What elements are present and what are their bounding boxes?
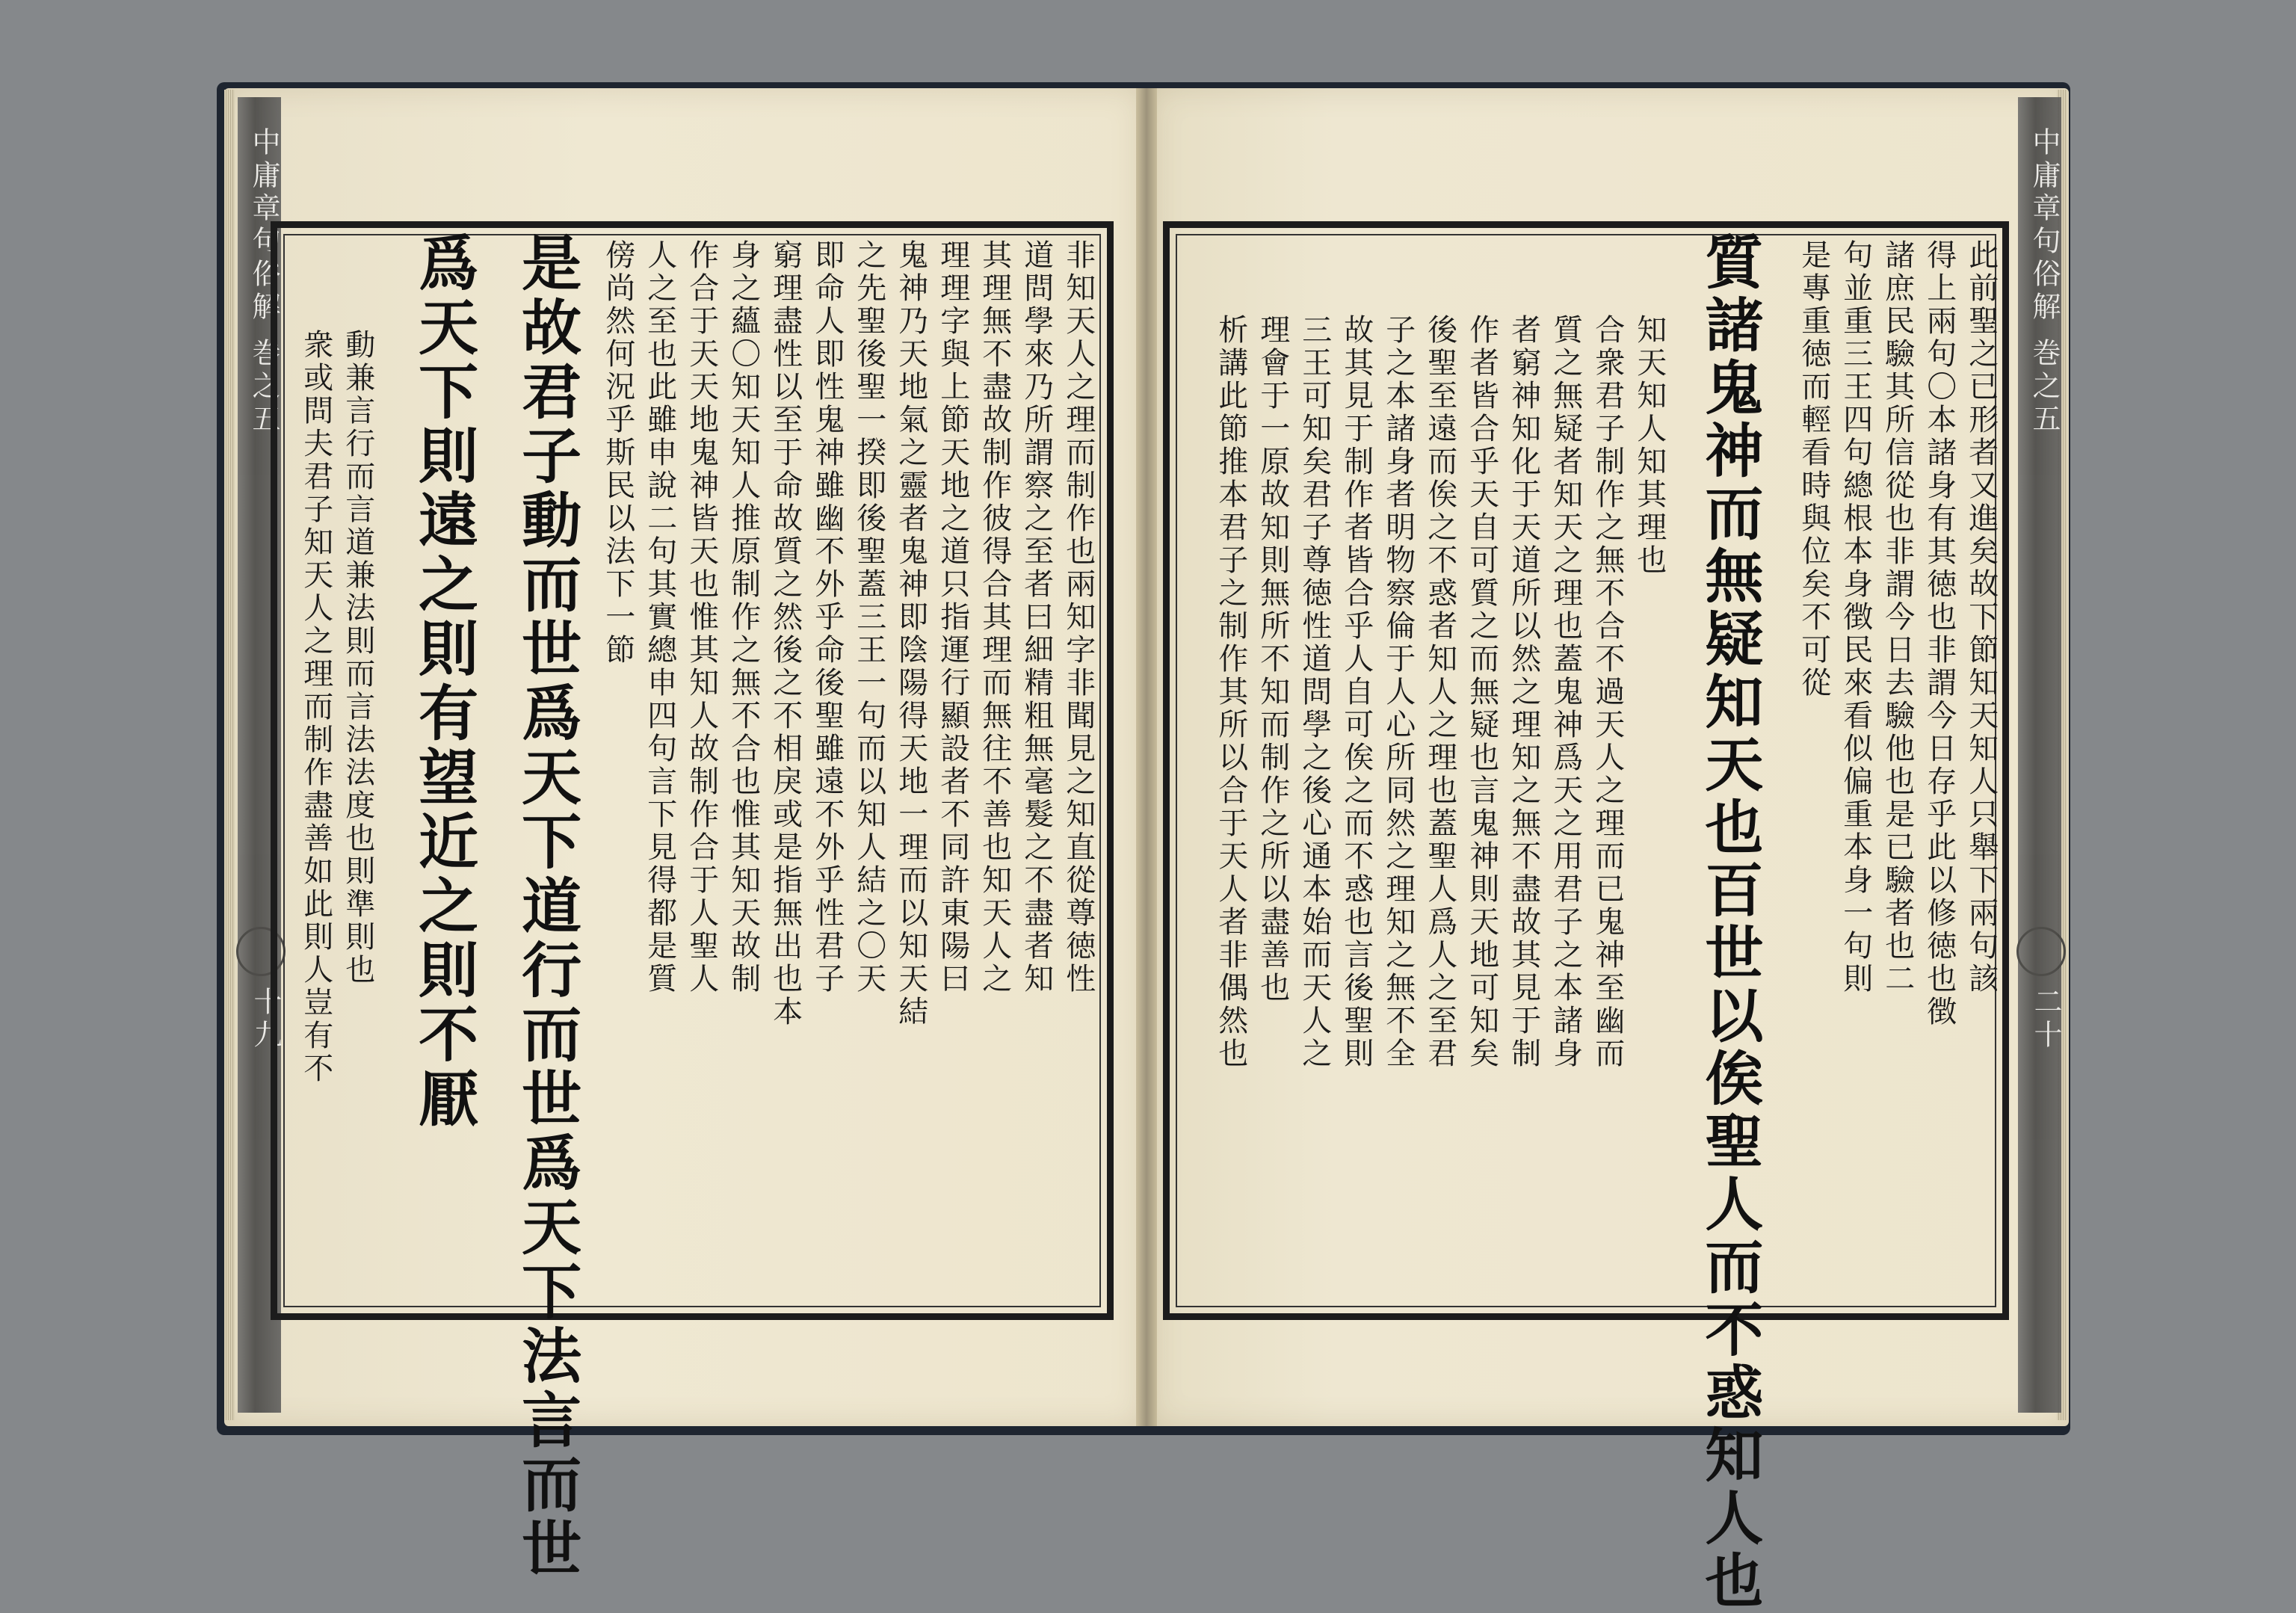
left-folio: 十九 xyxy=(249,987,282,1052)
right-fishtail-mark xyxy=(2016,927,2066,976)
left-text-column: 傍尚然何況乎斯民以法下一節 xyxy=(600,239,635,667)
left-text-column: 作合于天天地鬼神皆天也惟其知人故制作合于人聖人 xyxy=(684,239,719,996)
right-hashira xyxy=(2018,97,2061,1413)
right-note-column: 作者皆合乎天自可質之而無疑也言鬼神則天地可知矣 xyxy=(1464,314,1499,1070)
left-main-text-column: 是故君子動而世爲天下道行而世爲天下法言而世 xyxy=(511,232,582,1582)
right-text-column: 得上兩句〇本諸身有其徳也非謂今日存乎此以修徳也徴 xyxy=(1922,239,1957,1028)
right-note-column: 者窮神知化于天道所以然之理知之無不盡故其見于制 xyxy=(1506,314,1541,1070)
left-text-column: 身之蘊〇知天知人推原制作之無不合也惟其知天故制 xyxy=(726,239,761,996)
right-text-column: 句並重三王四句總根本身徴民來看似偏重本身一句則 xyxy=(1838,239,1873,996)
right-note-column: 故其見于制作者皆合乎人自可俟之而不惑也言後聖則 xyxy=(1339,314,1374,1070)
left-text-column: 道問學來乃所謂察之至者曰細精粗無毫髮之不盡者知 xyxy=(1019,239,1054,996)
left-text-column: 其理無不盡故制作彼得合其理而無往不善也知天人之 xyxy=(977,239,1012,996)
right-text-column: 此前聖之已形者又進矣故下節知天知人只舉下兩句該 xyxy=(1963,239,1999,996)
left-main-text-column: 爲天下則遠之則有望近之則不厭 xyxy=(408,232,479,1132)
right-hashira-title: 中庸章句俗解 巻之五 xyxy=(2028,127,2061,437)
right-note-column: 知天知人知其理也 xyxy=(1632,314,1667,577)
right-note-column: 質之無疑者知天之理也蓋鬼神爲天之用君子之本諸身 xyxy=(1548,314,1583,1070)
left-text-column: 非知天人之理而制作也兩知字非聞見之知直從尊徳性 xyxy=(1061,239,1096,996)
left-text-column: 理理字與上節天地之道只指運行顯設者不同許東陽曰 xyxy=(935,239,970,996)
left-note-column: 動兼言行而言道兼法則而言法法度也則準則也 xyxy=(340,329,375,987)
left-hashira-title: 中庸章句俗解 巻之五 xyxy=(247,127,280,437)
right-note-column: 三王可知矣君子尊徳性道問學之後心通本始而天人之 xyxy=(1297,314,1332,1070)
right-note-column: 合衆君子制作之無不合不過天人之理而已鬼神至幽而 xyxy=(1590,314,1625,1070)
right-text-column: 是專重徳而輕看時與位矣不可從 xyxy=(1796,239,1831,700)
right-note-column: 析講此節推本君子之制作其所以合于天人者非偶然也 xyxy=(1213,314,1248,1070)
right-folio: 二十 xyxy=(2029,987,2062,1052)
right-note-column: 後聖至遠而俟之不惑者知人之理也蓋聖人爲人之至君 xyxy=(1422,314,1457,1070)
left-note-column: 衆或問夫君子知天人之理而制作盡善如此則人豈有不 xyxy=(298,329,333,1085)
left-text-column: 即命人即性鬼神雖幽不外乎命後聖雖遠不外乎性君子 xyxy=(809,239,845,996)
left-text-column: 人之至也此雖申說二句其實總申四句言下見得都是質 xyxy=(642,239,677,996)
book-gutter xyxy=(1136,88,1157,1426)
left-text-column: 窮理盡性以至于命故質之然後之不相戾或是指無出也本 xyxy=(768,239,803,1028)
right-main-text-column: 質諸鬼神而無疑知天也百世以俟聖人而不惑知人也 xyxy=(1695,232,1764,1613)
left-text-column: 之先聖後聖一揆即後聖蓋三王一句而以知人結之〇天 xyxy=(851,239,886,996)
left-page-edge xyxy=(224,90,235,1420)
right-text-column: 諸庶民驗其所信從也非謂今日去驗他也是已驗者也二 xyxy=(1880,239,1915,996)
right-note-column: 子之本諸身者明物察倫于人心所同然之理知之無不全 xyxy=(1380,314,1416,1070)
right-note-column: 理會于一原故知則無所不知而制作之所以盡善也 xyxy=(1255,314,1290,1005)
left-text-column: 鬼神乃天地氣之靈者鬼神即陰陽得天地一理而以知天結 xyxy=(893,239,928,1028)
